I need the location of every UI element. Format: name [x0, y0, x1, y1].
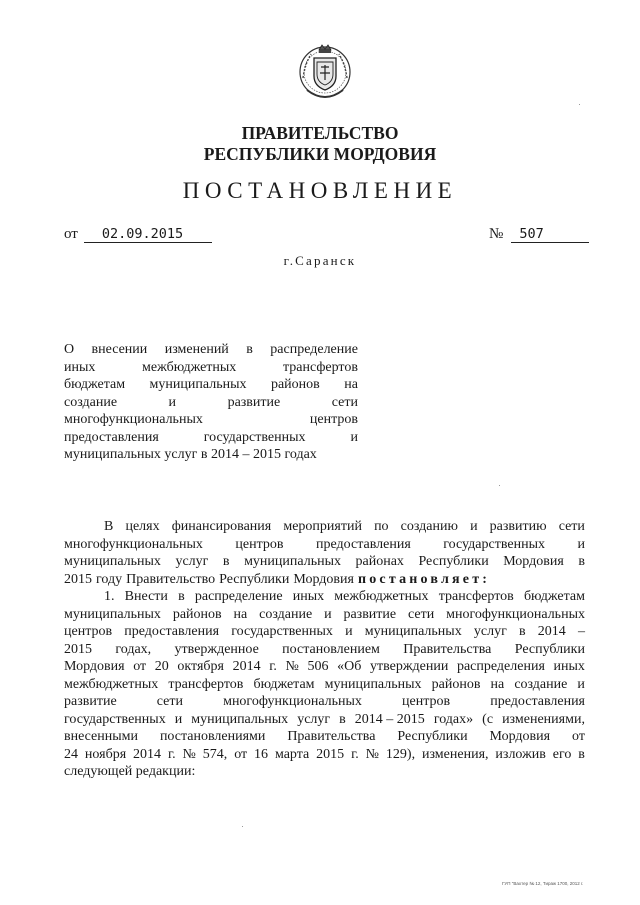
word: в	[246, 342, 253, 357]
text-line	[64, 746, 585, 764]
word: №	[285, 659, 299, 674]
word: Мордовия	[293, 571, 354, 587]
word: распределения	[456, 659, 545, 674]
word: следующей редакции:	[64, 764, 196, 779]
word: марта	[274, 746, 310, 762]
word: трансфертов	[168, 676, 244, 692]
word: от	[572, 729, 585, 744]
number-prefix: №	[489, 226, 504, 242]
word: многофункциональных	[64, 412, 203, 427]
word: на	[490, 676, 505, 692]
word: муниципальных	[64, 606, 161, 622]
word: районах	[355, 554, 404, 569]
word: созданию	[400, 519, 458, 534]
text-line	[64, 676, 585, 694]
word: на	[344, 377, 358, 392]
word: 506	[307, 659, 329, 674]
word: услуг	[473, 624, 507, 639]
word: услуг	[175, 554, 209, 569]
word: внесенными	[64, 729, 139, 744]
word: №	[365, 746, 379, 762]
word: многофункциональных	[446, 606, 585, 622]
word: Внести	[124, 589, 168, 604]
word: изменений	[164, 342, 229, 357]
word: годах,	[115, 641, 152, 657]
text-line	[64, 571, 585, 589]
word: от	[133, 659, 147, 674]
word: –	[577, 624, 585, 639]
word: муниципальных	[324, 676, 422, 692]
text-line	[64, 728, 585, 746]
text-line	[64, 588, 585, 606]
word: постановлением	[282, 641, 380, 657]
text-line	[64, 553, 585, 571]
word: муниципальных	[149, 377, 247, 392]
print-mark: ГУП "Вахтер № 12, Тираж 1700, 2012 г.	[502, 881, 584, 886]
word: 129),	[385, 746, 416, 762]
text-line	[64, 411, 358, 429]
word: сети	[156, 694, 183, 709]
word: изложив	[495, 746, 546, 762]
word: 2015	[64, 641, 92, 657]
text-line	[64, 359, 358, 377]
word: в	[578, 554, 585, 569]
word: и	[577, 676, 585, 692]
word: создание	[514, 676, 568, 692]
document-subject	[64, 341, 358, 464]
word: Мордовия	[64, 659, 125, 674]
word: и	[470, 519, 478, 534]
word: г.	[167, 746, 176, 762]
word: муниципальных услуг в 2014 – 2015 годах	[64, 447, 317, 462]
word: г.	[269, 659, 277, 674]
word: 24	[64, 746, 78, 762]
word: постановлениями	[159, 729, 266, 744]
word: №	[182, 746, 196, 762]
word: 2014 – 2015	[354, 711, 425, 727]
document-body	[64, 518, 585, 781]
word: и	[345, 624, 353, 639]
text-line	[64, 429, 358, 447]
text-line	[64, 711, 585, 729]
word: распределение	[270, 342, 358, 357]
resolution-verb: постановляет:	[357, 571, 491, 587]
word: районов	[172, 606, 222, 622]
word: по	[374, 519, 389, 534]
word: от	[234, 746, 248, 762]
word: иных	[553, 659, 585, 674]
word: и	[577, 536, 585, 552]
word: центров	[64, 624, 113, 639]
word: Республики	[514, 641, 585, 657]
word: 1.	[104, 589, 115, 604]
word: 2014	[133, 746, 162, 762]
word: государственных	[231, 624, 333, 639]
word: сети	[331, 394, 358, 410]
text-line	[64, 606, 585, 624]
word: муниципальных	[244, 554, 341, 569]
word: и	[350, 429, 358, 445]
word: целях	[125, 519, 160, 534]
word: муниципальных	[64, 554, 161, 569]
word: предоставления	[64, 429, 159, 445]
word: изменения,	[421, 746, 489, 762]
word: создание	[259, 606, 313, 622]
word: межбюджетных	[142, 359, 237, 375]
word: сети	[408, 606, 435, 622]
word: и	[174, 711, 183, 727]
word: 2015	[316, 746, 345, 762]
text-line	[64, 536, 585, 554]
word: развитие	[64, 694, 117, 709]
word: районов	[270, 377, 320, 392]
word: иных	[64, 359, 96, 375]
word: О	[64, 342, 75, 357]
word: 2015	[64, 571, 92, 587]
word: бюджетам	[523, 589, 585, 604]
date-value: 02.09.2015	[84, 227, 212, 243]
word: и	[168, 394, 177, 410]
word: трансфертов	[282, 359, 358, 375]
word: муниципальных	[191, 711, 289, 727]
word: ноября	[84, 746, 127, 762]
text-line	[64, 763, 585, 781]
word: утвержденное	[174, 641, 259, 657]
date-field	[64, 226, 212, 243]
word: 16	[254, 746, 269, 762]
word: муниципальных	[364, 624, 462, 639]
word: создание	[64, 394, 118, 410]
word: в	[519, 624, 526, 639]
word: Правительства	[287, 729, 376, 744]
word: развитию	[489, 519, 547, 534]
word: межбюджетных	[64, 676, 159, 692]
word: Республики	[418, 554, 489, 569]
word: на	[233, 606, 248, 622]
text-line	[64, 394, 358, 412]
word: районов	[431, 676, 481, 692]
scan-speck	[242, 826, 243, 827]
word: предоставления	[316, 536, 411, 552]
text-line	[64, 376, 358, 394]
word: в	[339, 711, 346, 727]
word: утверждении	[369, 659, 449, 674]
word: трансфертов	[438, 589, 514, 604]
word: развитие	[227, 394, 281, 410]
word: его	[552, 746, 572, 762]
text-line	[64, 693, 585, 711]
word: Правительство	[126, 571, 216, 587]
word: г.	[351, 746, 359, 762]
city-name: г.Саранск	[283, 253, 357, 268]
word: (с	[482, 711, 494, 727]
word: октября	[177, 659, 224, 674]
coat-of-arms-icon	[297, 40, 353, 108]
word: 2014	[537, 624, 566, 639]
text-line	[64, 623, 585, 641]
word: В	[104, 519, 114, 534]
word: Республики	[397, 729, 468, 744]
word: Мордовия	[503, 554, 564, 569]
scan-speck	[499, 485, 500, 486]
word: государственных	[443, 536, 545, 552]
word: предоставления	[124, 624, 220, 639]
word: внесении	[91, 342, 148, 357]
word: мероприятий	[283, 519, 362, 534]
word: центров	[235, 536, 284, 552]
word: году	[96, 571, 123, 587]
word: бюджетам	[64, 377, 126, 392]
document-type: ПОСТАНОВЛЕНИЕ	[182, 178, 458, 203]
text-line	[64, 341, 358, 359]
government-name-line-2: РЕСПУБЛИКИ МОРДОВИЯ	[203, 144, 437, 164]
word: 574,	[202, 746, 228, 762]
text-line	[64, 446, 358, 464]
text-line	[64, 518, 585, 536]
word: финансирования	[171, 519, 272, 534]
word: иных	[292, 589, 325, 604]
word: 2014	[232, 659, 261, 674]
government-name-line-1: ПРАВИТЕЛЬСТВО	[241, 123, 399, 143]
word: в	[222, 554, 230, 569]
word: межбюджетных	[334, 589, 429, 604]
word: и	[324, 606, 332, 622]
text-line	[64, 658, 585, 676]
word: государственных	[64, 711, 166, 727]
word: многофункциональных	[64, 536, 203, 552]
word: сети	[558, 519, 585, 534]
word: центров	[309, 412, 358, 427]
word: многофункциональных	[223, 694, 362, 709]
number-field	[489, 226, 589, 243]
date-prefix: от	[64, 226, 78, 242]
word: бюджетам	[253, 676, 315, 692]
word: изменениями,	[502, 711, 585, 727]
word: в	[578, 746, 585, 762]
word: Правительства	[403, 641, 492, 657]
word: услуг	[297, 711, 331, 727]
word: Республики	[219, 571, 290, 587]
word: центров	[402, 694, 451, 709]
word: «Об	[337, 659, 362, 674]
text-line	[64, 641, 585, 659]
scan-speck	[579, 104, 580, 105]
number-value: 507	[511, 227, 589, 243]
word: Мордовия	[489, 729, 551, 744]
word: развитие	[343, 606, 397, 622]
word: 20	[154, 659, 169, 674]
word: распределение	[194, 589, 283, 604]
word: в	[178, 589, 185, 604]
word: годах»	[433, 711, 474, 727]
word: предоставления	[490, 694, 585, 709]
word: государственных	[203, 429, 306, 445]
